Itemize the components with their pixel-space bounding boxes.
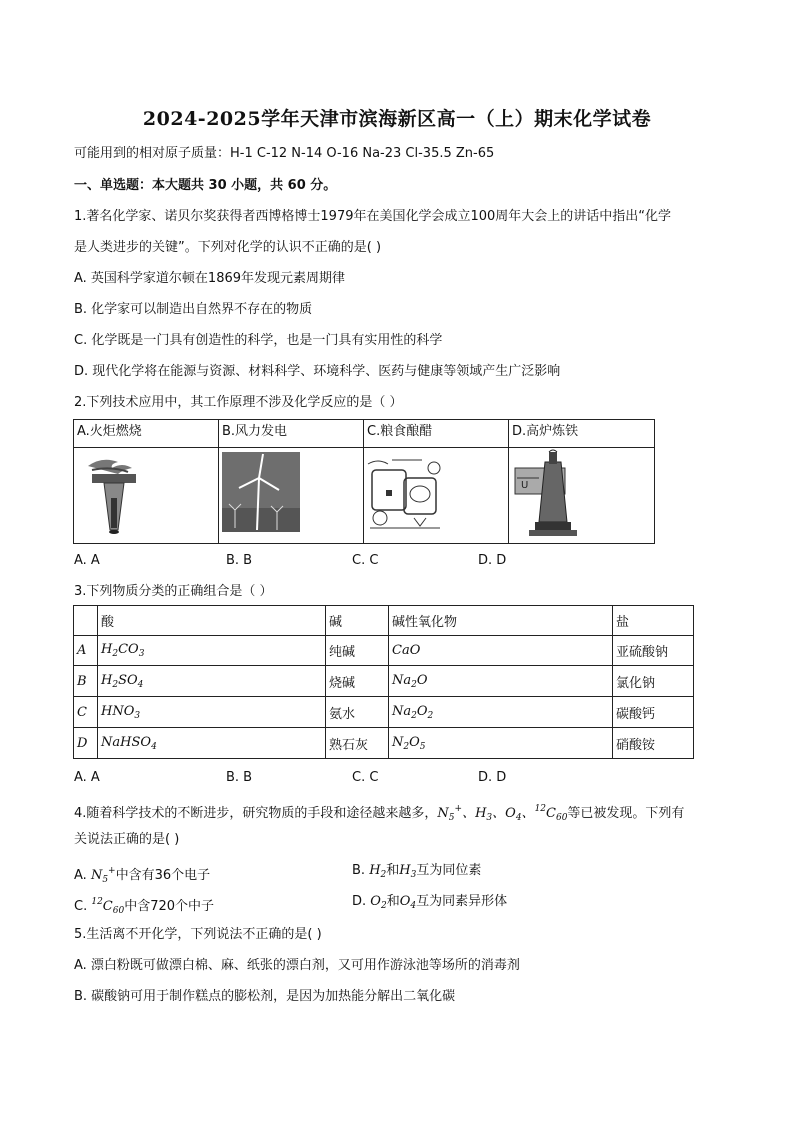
q4-option-a-prefix: A. [74, 868, 91, 883]
base-cell: 纯碱 [326, 636, 389, 666]
q4-option-a[interactable]: A. $N_5^+$中含有36个电子 [74, 866, 211, 885]
q2-header-d: D.高炉炼铁 [509, 420, 655, 448]
q3-header-acid: 酸 [98, 606, 326, 636]
q5-stem: 5.生活离不开化学，下列说法不正确的是( ) [74, 927, 322, 942]
row-label: B [74, 666, 98, 697]
q1-stem-line2: 是人类进步的关键”。下列对化学的认识不正确的是( ) [74, 240, 382, 255]
table-row [74, 728, 694, 759]
q5-option-b[interactable]: B. 碳酸钠可用于制作糕点的膨松剂，是因为加热能分解出二氧化碳 [74, 989, 456, 1004]
q3-stem: 3.下列物质分类的正确组合是（ ） [74, 584, 273, 599]
salt-cell: 碳酸钙 [613, 697, 694, 728]
q1-option-c[interactable]: C. 化学既是一门具有创造性的科学，也是一门具有实用性的科学 [74, 333, 443, 348]
salt-cell: 硝酸铵 [613, 728, 694, 759]
q3-header-blank [74, 606, 98, 636]
q4-species-list: $N_5^+$、$H_3$、$O_4$、$^{12}C_{60}$ [437, 804, 568, 823]
q4-stem-b: 等已被发现。下列有 [567, 806, 685, 821]
oxide-cell: $Na_2O_2$ [389, 697, 613, 728]
q4-option-c-prefix: C. [74, 899, 92, 914]
q4-option-b[interactable]: B. $H_2$和$H_3$互为同位素 [352, 863, 482, 880]
svg-text:U: U [521, 480, 529, 491]
q3-option-c[interactable]: C. C [352, 770, 379, 785]
atomic-masses-note: 可能用到的相对原子质量：H-1 C-12 N-14 O-16 Na-23 Cl-35.5 Zn-65 [74, 146, 495, 161]
q5-option-a[interactable]: A. 漂白粉既可做漂白棉、麻、纸张的漂白剂，又可用作游泳池等场所的消毒剂 [74, 958, 520, 973]
q3-header-oxide: 碱性氧化物 [389, 606, 613, 636]
q1-stem-line1: 1.著名化学家、诺贝尔奖获得者西博格博士1979年在美国化学会成立100周年大会上的讲话中指出“化学 [74, 209, 672, 224]
q3-header-salt: 盐 [613, 606, 694, 636]
base-cell: 熟石灰 [326, 728, 389, 759]
q4-option-b-text: 互为同位素 [416, 863, 482, 878]
row-label: D [74, 728, 98, 759]
q4-stem-line1 [74, 799, 684, 828]
torch-image [74, 448, 219, 544]
q3-option-b[interactable]: B. B [226, 770, 253, 785]
q1-option-d[interactable]: D. 现代化学将在能源与资源、材料科学、环境科学、医药与健康等领域产生广泛影响 [74, 364, 561, 379]
base-cell: 烧碱 [326, 666, 389, 697]
q3-option-a[interactable]: A. A [74, 770, 100, 785]
q4-option-d[interactable]: D. $O_2$和$O_4$互为同素异形体 [352, 894, 508, 911]
row-label: C [74, 697, 98, 728]
acid-cell: $H_2CO_3$ [98, 636, 326, 666]
q4-option-c[interactable]: C. $^{12}C_{60}$中含720个中子 [74, 897, 215, 916]
q4-stem-line2: 关说法正确的是( ) [74, 832, 180, 847]
q4-option-a-text: 中含有36个电子 [115, 868, 211, 883]
table-row [74, 636, 694, 666]
q4-option-b-prefix: B. [352, 863, 370, 878]
q2-option-c[interactable]: C. C [352, 553, 379, 568]
q1-option-b[interactable]: B. 化学家可以制造出自然界不存在的物质 [74, 302, 313, 317]
q2-header-b: B.风力发电 [219, 420, 364, 448]
q2-option-b[interactable]: B. B [226, 553, 253, 568]
q4-option-c-text: 中含720个中子 [124, 899, 215, 914]
acid-cell: NaHSO$_4$ [98, 728, 326, 759]
acid-cell: $H_2SO_4$ [98, 666, 326, 697]
row-label: A [74, 636, 98, 666]
salt-cell: 氯化钠 [613, 666, 694, 697]
q2-option-d[interactable]: D. D [478, 553, 507, 568]
oxide-cell: CaO [389, 636, 613, 666]
q4-option-d-text: 互为同素异形体 [416, 894, 508, 909]
table-row [74, 697, 694, 728]
q3-header-base: 碱 [326, 606, 389, 636]
q3-classification-table [73, 605, 694, 759]
q1-option-a[interactable]: A. 英国科学家道尔顿在1869年发现元素周期律 [74, 271, 346, 286]
oxide-cell: $N_2O_5$ [389, 728, 613, 759]
salt-cell: 亚硫酸钠 [613, 636, 694, 666]
vinegar-brewing-image [364, 448, 509, 544]
base-cell: 氨水 [326, 697, 389, 728]
blast-furnace-image [509, 448, 655, 544]
acid-cell: $HNO_3$ [98, 697, 326, 728]
q3-option-d[interactable]: D. D [478, 770, 507, 785]
q4-stem-a: 4.随着科学技术的不断进步，研究物质的手段和途径越来越多， [74, 806, 438, 821]
wind-turbine-image [219, 448, 364, 544]
table-row [74, 666, 694, 697]
q2-header-c: C.粮食酿醋 [364, 420, 509, 448]
oxide-cell: $Na_2O$ [389, 666, 613, 697]
section-heading: 一、单选题：本大题共 30 小题，共 60 分。 [74, 178, 337, 193]
page-title: 2024-2025学年天津市滨海新区高一（上）期末化学试卷 [142, 108, 652, 130]
q4-option-d-prefix: D. [352, 894, 371, 909]
q2-header-a: A.火炬燃烧 [74, 420, 219, 448]
q2-option-a[interactable]: A. A [74, 553, 100, 568]
q2-stem: 2.下列技术应用中，其工作原理不涉及化学反应的是（ ） [74, 395, 403, 410]
q2-image-table [73, 419, 655, 544]
